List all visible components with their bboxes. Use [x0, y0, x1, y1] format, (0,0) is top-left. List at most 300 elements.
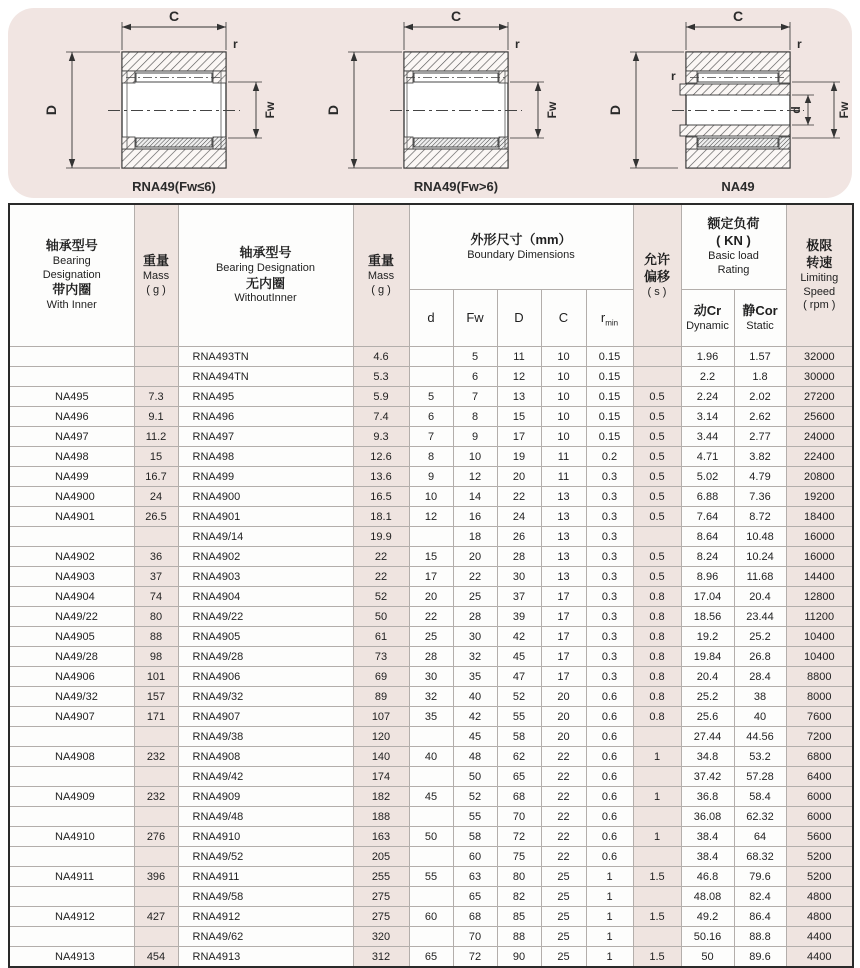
header-line: Rating — [717, 263, 750, 276]
table-cell: 68 — [497, 787, 541, 807]
table-cell: 0.3 — [586, 587, 633, 607]
table-cell: RNA4905 — [178, 627, 353, 647]
table-cell: 0.5 — [633, 467, 681, 487]
header-col-D — [497, 290, 541, 347]
table-cell: 0.5 — [633, 567, 681, 587]
table-cell: 72 — [497, 827, 541, 847]
table-cell: 1.96 — [681, 347, 734, 367]
table-cell: 5.3 — [353, 367, 409, 387]
table-row — [9, 747, 853, 767]
table-cell: 0.3 — [586, 487, 633, 507]
table-cell: RNA4901 — [178, 507, 353, 527]
table-cell: 20 — [453, 547, 497, 567]
table-cell: 4400 — [786, 927, 853, 947]
dim-label-r: r — [233, 37, 238, 51]
table-cell: 7.3 — [134, 387, 178, 407]
dim-label-fw: Fw — [545, 101, 559, 119]
table-cell — [409, 807, 453, 827]
header-line: d — [427, 310, 435, 325]
table-cell: NA4902 — [9, 547, 134, 567]
table-cell: 17 — [409, 567, 453, 587]
table-cell: 0.6 — [586, 707, 633, 727]
table-cell: 52 — [453, 787, 497, 807]
header-line: Limiting — [800, 271, 839, 284]
table-cell: 4.79 — [734, 467, 786, 487]
table-cell: 40 — [734, 707, 786, 727]
header-basic-load-rating — [681, 204, 786, 290]
table-header — [9, 204, 853, 347]
table-cell: RNA4900 — [178, 487, 353, 507]
table-cell: 5.02 — [681, 467, 734, 487]
table-cell: 58 — [453, 827, 497, 847]
table-cell: 89 — [353, 687, 409, 707]
table-cell — [134, 807, 178, 827]
header-col-fw — [453, 290, 497, 347]
table-cell: RNA4908 — [178, 747, 353, 767]
table-cell: 101 — [134, 667, 178, 687]
table-cell: 86.4 — [734, 907, 786, 927]
header-line: 额定负荷 — [707, 216, 760, 232]
table-row — [9, 667, 853, 687]
header-line: 静Cor — [742, 302, 778, 318]
table-cell: NA49/28 — [9, 647, 134, 667]
table-cell: 20 — [409, 587, 453, 607]
table-row — [9, 527, 853, 547]
header-line: Mass — [367, 270, 395, 283]
table-cell — [134, 927, 178, 947]
table-cell: 60 — [409, 907, 453, 927]
table-cell: 0.6 — [586, 747, 633, 767]
table-cell: 10 — [541, 387, 586, 407]
table-cell: NA4907 — [9, 707, 134, 727]
table-cell: 1 — [586, 907, 633, 927]
header-mass-with-inner — [134, 204, 178, 347]
table-cell: 32 — [453, 647, 497, 667]
table-cell: 3.82 — [734, 447, 786, 467]
table-cell: 40 — [409, 747, 453, 767]
header-bearing-with-inner — [9, 204, 134, 347]
table-cell: 0.6 — [586, 847, 633, 867]
table-cell: 30 — [409, 667, 453, 687]
table-cell: 20 — [541, 727, 586, 747]
table-cell — [409, 927, 453, 947]
table-row — [9, 487, 853, 507]
table-row — [9, 427, 853, 447]
table-cell: 3.44 — [681, 427, 734, 447]
table-cell: 0.2 — [586, 447, 633, 467]
table-cell: 38.4 — [681, 847, 734, 867]
table-cell: RNA49/28 — [178, 647, 353, 667]
table-cell — [633, 927, 681, 947]
table-cell: 0.5 — [633, 427, 681, 447]
table-cell: RNA4910 — [178, 827, 353, 847]
table-cell: 25 — [541, 947, 586, 968]
table-cell: 20.4 — [734, 587, 786, 607]
table-cell — [409, 347, 453, 367]
table-cell: RNA4906 — [178, 667, 353, 687]
dim-label-d-outer: D — [607, 104, 623, 116]
table-row — [9, 827, 853, 847]
table-cell: 0.3 — [586, 567, 633, 587]
table-cell: 0.8 — [633, 627, 681, 647]
table-cell — [633, 727, 681, 747]
table-cell: 32000 — [786, 347, 853, 367]
table-cell: 85 — [497, 907, 541, 927]
table-cell: 232 — [134, 747, 178, 767]
table-cell — [633, 887, 681, 907]
table-cell: 25 — [541, 867, 586, 887]
table-cell: 396 — [134, 867, 178, 887]
table-cell: 80 — [134, 607, 178, 627]
table-cell: 2.2 — [681, 367, 734, 387]
table-cell: 16000 — [786, 547, 853, 567]
header-line: Basic load — [708, 250, 759, 263]
table-cell: RNA49/62 — [178, 927, 353, 947]
table-cell: 4.6 — [353, 347, 409, 367]
table-cell: 9.1 — [134, 407, 178, 427]
table-cell: 55 — [453, 807, 497, 827]
header-line: 重量 — [142, 253, 169, 269]
table-cell: NA4912 — [9, 907, 134, 927]
table-cell: 25 — [541, 887, 586, 907]
dim-label-d-outer: D — [43, 104, 59, 116]
table-row — [9, 407, 853, 427]
table-cell: 24 — [134, 487, 178, 507]
table-cell: 15 — [409, 547, 453, 567]
header-line: 偏移 — [643, 268, 670, 284]
table-cell: 25 — [409, 627, 453, 647]
dim-label-r: r — [797, 37, 802, 51]
table-row — [9, 767, 853, 787]
table-cell: 8.64 — [681, 527, 734, 547]
table-cell — [9, 727, 134, 747]
table-cell: RNA49/22 — [178, 607, 353, 627]
table-cell: 1.8 — [734, 367, 786, 387]
table-cell — [633, 847, 681, 867]
table-cell: 10 — [541, 407, 586, 427]
table-cell: RNA4904 — [178, 587, 353, 607]
table-row — [9, 547, 853, 567]
header-line: WithoutInner — [234, 292, 297, 305]
table-row — [9, 587, 853, 607]
table-cell: NA4906 — [9, 667, 134, 687]
table-cell: 5.9 — [353, 387, 409, 407]
table-cell: 320 — [353, 927, 409, 947]
header-line: ( KN ) — [716, 233, 751, 249]
table-cell: 27200 — [786, 387, 853, 407]
table-cell: 20800 — [786, 467, 853, 487]
table-cell: 2.02 — [734, 387, 786, 407]
table-cell: 275 — [353, 907, 409, 927]
table-cell: 8 — [409, 447, 453, 467]
table-cell: 20 — [541, 687, 586, 707]
table-cell: 63 — [453, 867, 497, 887]
table-cell: 13 — [541, 547, 586, 567]
header-col-dynamic — [681, 290, 734, 347]
dim-label-c: C — [168, 10, 180, 24]
table-cell — [134, 727, 178, 747]
table-cell: 9 — [409, 467, 453, 487]
table-cell — [633, 367, 681, 387]
header-line: 允许 — [643, 251, 670, 267]
table-cell: 0.8 — [633, 707, 681, 727]
table-row — [9, 627, 853, 647]
table-cell: 64 — [734, 827, 786, 847]
header-line: 带内圈 — [52, 282, 92, 298]
table-cell: 47 — [497, 667, 541, 687]
table-cell: 22400 — [786, 447, 853, 467]
dim-label-fw: Fw — [263, 101, 277, 119]
header-line: D — [514, 310, 524, 325]
table-cell: 0.3 — [586, 547, 633, 567]
table-cell: 0.15 — [586, 427, 633, 447]
table-cell: 18400 — [786, 507, 853, 527]
table-cell: 11.2 — [134, 427, 178, 447]
table-cell: 27.44 — [681, 727, 734, 747]
header-line: Designation — [42, 268, 101, 281]
table-cell — [409, 527, 453, 547]
table-cell: 171 — [134, 707, 178, 727]
table-cell: RNA4902 — [178, 547, 353, 567]
header-line: Dynamic — [686, 319, 729, 332]
table-cell: 22 — [353, 547, 409, 567]
table-cell: 1 — [586, 947, 633, 968]
table-cell: 2.24 — [681, 387, 734, 407]
table-cell: 17 — [541, 647, 586, 667]
table-cell: 46.8 — [681, 867, 734, 887]
table-cell: 68.32 — [734, 847, 786, 867]
table-cell: 55 — [497, 707, 541, 727]
table-cell — [134, 887, 178, 907]
table-row — [9, 867, 853, 887]
table-row — [9, 447, 853, 467]
table-cell: 454 — [134, 947, 178, 968]
table-cell: 17 — [541, 607, 586, 627]
table-cell: 4800 — [786, 907, 853, 927]
table-cell: 1.5 — [633, 947, 681, 968]
table-cell — [134, 527, 178, 547]
table-cell: NA4909 — [9, 787, 134, 807]
table-cell: 52 — [497, 687, 541, 707]
table-cell: 10400 — [786, 647, 853, 667]
table-cell: 22 — [541, 787, 586, 807]
table-cell: 0.3 — [586, 627, 633, 647]
table-cell: 45 — [409, 787, 453, 807]
table-cell: 17.04 — [681, 587, 734, 607]
table-cell: 11 — [541, 467, 586, 487]
header-col-C — [541, 290, 586, 347]
header-line: 转速 — [806, 254, 833, 270]
header-line: min — [605, 318, 619, 328]
table-cell: 60 — [453, 847, 497, 867]
table-cell: 6.88 — [681, 487, 734, 507]
table-cell — [9, 927, 134, 947]
table-cell: 88 — [497, 927, 541, 947]
table-cell: 182 — [353, 787, 409, 807]
table-cell — [134, 347, 178, 367]
table-cell: NA4913 — [9, 947, 134, 968]
table-cell: 6000 — [786, 807, 853, 827]
header-line: Bearing Designation — [215, 261, 316, 274]
table-cell: 58 — [497, 727, 541, 747]
header-line: ( s ) — [647, 285, 667, 298]
table-row — [9, 847, 853, 867]
table-cell — [409, 367, 453, 387]
table-cell: 8000 — [786, 687, 853, 707]
table-cell: 10.24 — [734, 547, 786, 567]
table-cell: 6 — [453, 367, 497, 387]
table-cell: 45 — [453, 727, 497, 747]
table-cell: 38.4 — [681, 827, 734, 847]
table-cell: 1 — [586, 887, 633, 907]
dim-label-r: r — [515, 37, 520, 51]
table-cell — [409, 727, 453, 747]
table-cell: 25.2 — [734, 627, 786, 647]
table-cell: RNA4912 — [178, 907, 353, 927]
table-cell: 25.2 — [681, 687, 734, 707]
table-cell — [633, 807, 681, 827]
table-cell: 82.4 — [734, 887, 786, 907]
table-cell: 5200 — [786, 847, 853, 867]
table-cell: NA497 — [9, 427, 134, 447]
table-cell: NA4908 — [9, 747, 134, 767]
table-cell: 13 — [541, 507, 586, 527]
table-cell: 5600 — [786, 827, 853, 847]
table-cell: 1.57 — [734, 347, 786, 367]
table-row — [9, 347, 853, 367]
table-cell: 15 — [134, 447, 178, 467]
table-cell: 23.44 — [734, 607, 786, 627]
header-line: r — [600, 309, 606, 325]
table-cell: 53.2 — [734, 747, 786, 767]
table-cell: 7 — [409, 427, 453, 447]
table-cell — [9, 347, 134, 367]
table-cell: 5200 — [786, 867, 853, 887]
table-cell: 37 — [134, 567, 178, 587]
table-cell: 11200 — [786, 607, 853, 627]
table-cell: 28 — [409, 647, 453, 667]
table-cell: 25 — [453, 587, 497, 607]
table-cell: 157 — [134, 687, 178, 707]
table-cell: 48.08 — [681, 887, 734, 907]
table-cell: RNA496 — [178, 407, 353, 427]
table-cell: 0.8 — [633, 607, 681, 627]
table-cell: RNA49/14 — [178, 527, 353, 547]
table-cell: 28.4 — [734, 667, 786, 687]
table-cell: 120 — [353, 727, 409, 747]
table-cell: 6000 — [786, 787, 853, 807]
table-cell: 22 — [541, 847, 586, 867]
dim-label-r-inner: r — [671, 69, 676, 83]
table-row — [9, 367, 853, 387]
table-cell: NA499 — [9, 467, 134, 487]
table-cell: RNA49/38 — [178, 727, 353, 747]
figure-caption: RNA49(Fw≤6) — [132, 179, 216, 194]
table-cell: 28 — [497, 547, 541, 567]
table-cell: 1 — [633, 827, 681, 847]
table-cell: 19.2 — [681, 627, 734, 647]
table-cell: 22 — [541, 807, 586, 827]
table-cell — [134, 767, 178, 787]
table-cell: 42 — [453, 707, 497, 727]
table-cell — [633, 347, 681, 367]
table-cell: 65 — [453, 887, 497, 907]
table-cell: 19.84 — [681, 647, 734, 667]
table-row — [9, 907, 853, 927]
table-cell: 25.6 — [681, 707, 734, 727]
table-cell: 36.08 — [681, 807, 734, 827]
table-cell: 2.62 — [734, 407, 786, 427]
table-cell: 30 — [497, 567, 541, 587]
table-cell: 24000 — [786, 427, 853, 447]
table-cell: 11.68 — [734, 567, 786, 587]
table-cell: 32 — [409, 687, 453, 707]
header-line: 轴承型号 — [45, 237, 98, 253]
table-cell: 17 — [541, 667, 586, 687]
header-col-static — [734, 290, 786, 347]
table-cell: 0.6 — [586, 787, 633, 807]
table-cell — [9, 887, 134, 907]
table-cell: 72 — [453, 947, 497, 968]
dim-label-d-bore: d — [789, 106, 803, 114]
table-cell: 25600 — [786, 407, 853, 427]
table-cell: 1 — [633, 747, 681, 767]
header-line: Static — [746, 319, 774, 332]
table-cell: 10 — [541, 427, 586, 447]
table-cell: 22 — [497, 487, 541, 507]
table-row — [9, 647, 853, 667]
diagram-panel — [8, 8, 852, 198]
table-cell: 52 — [353, 587, 409, 607]
table-cell: 74 — [134, 587, 178, 607]
table-cell: 98 — [134, 647, 178, 667]
page — [0, 8, 860, 963]
table-cell: 15 — [497, 407, 541, 427]
table-cell: 0.3 — [586, 647, 633, 667]
table-cell: 36 — [134, 547, 178, 567]
table-cell: 28 — [453, 607, 497, 627]
bearing-diagram-na49 — [574, 10, 852, 196]
table-cell: 0.6 — [586, 727, 633, 747]
table-cell: 0.5 — [633, 447, 681, 467]
header-col-d — [409, 290, 453, 347]
table-cell: 57.28 — [734, 767, 786, 787]
figure-caption: NA49 — [721, 179, 755, 194]
table-cell: 0.3 — [586, 467, 633, 487]
header-line: 无内圈 — [245, 275, 285, 291]
table-cell: 3.14 — [681, 407, 734, 427]
table-cell: RNA49/52 — [178, 847, 353, 867]
table-cell: 0.3 — [586, 667, 633, 687]
table-cell: 48 — [453, 747, 497, 767]
table-cell: 18.1 — [353, 507, 409, 527]
table-cell: 1.5 — [633, 867, 681, 887]
table-cell: RNA4903 — [178, 567, 353, 587]
table-cell: RNA495 — [178, 387, 353, 407]
table-cell: 73 — [353, 647, 409, 667]
table-cell: 24 — [497, 507, 541, 527]
table-cell: NA4905 — [9, 627, 134, 647]
table-cell: 40 — [453, 687, 497, 707]
table-cell: 312 — [353, 947, 409, 968]
table-row — [9, 567, 853, 587]
table-cell: 61 — [353, 627, 409, 647]
table-cell: RNA49/42 — [178, 767, 353, 787]
header-line: Fw — [466, 310, 484, 325]
table-cell: RNA4911 — [178, 867, 353, 887]
table-row — [9, 467, 853, 487]
table-cell: 10400 — [786, 627, 853, 647]
